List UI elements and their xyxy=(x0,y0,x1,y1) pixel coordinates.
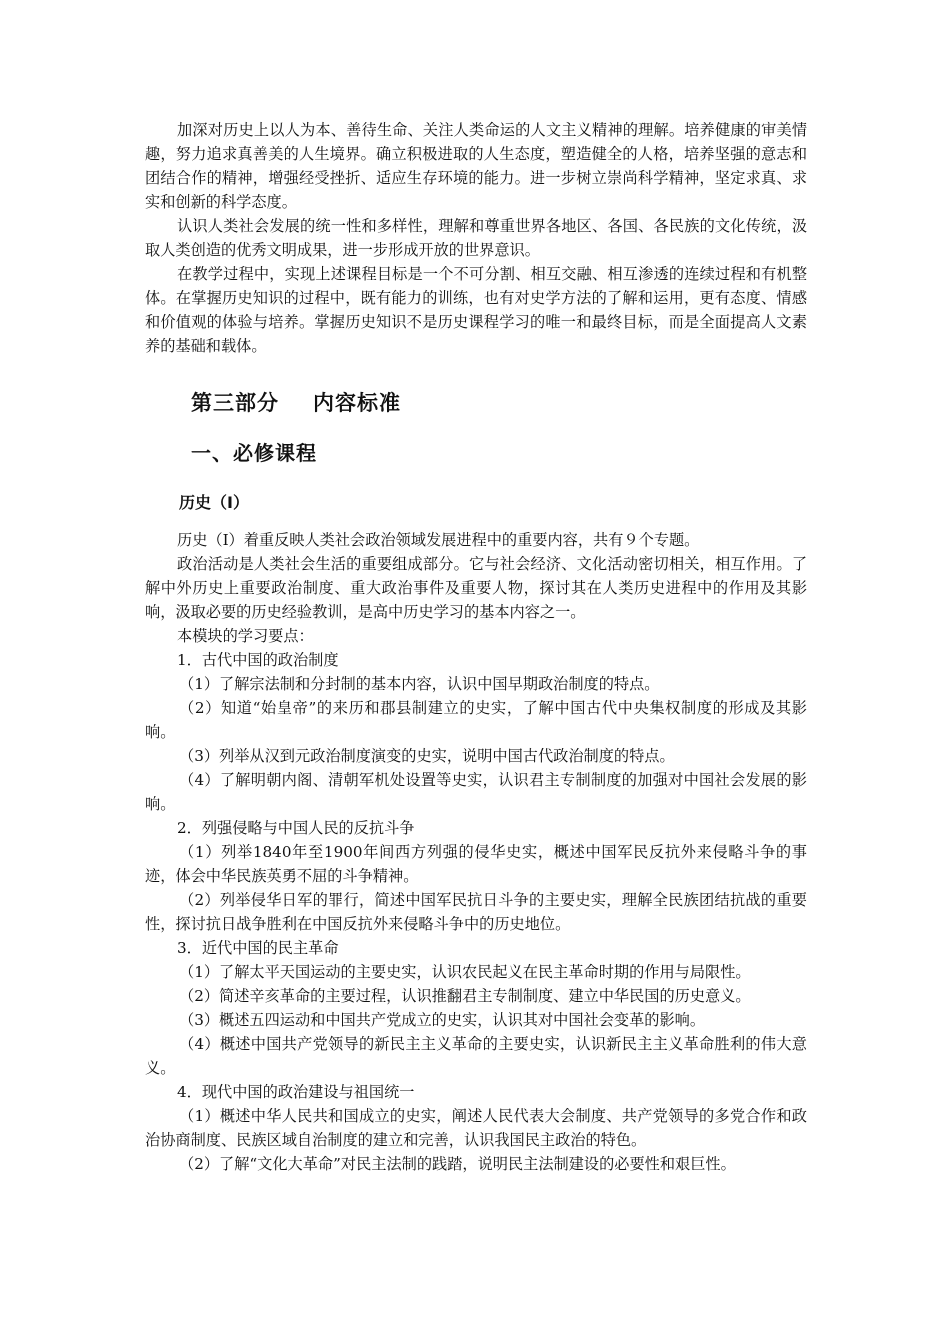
topic-title: 1．古代中国的政治制度 xyxy=(177,651,339,669)
topic-point: （1）了解太平天国运动的主要史实，认识农民起义在民主革命时期的作用与局限性。 xyxy=(179,963,751,981)
topic-title: 4．现代中国的政治建设与祖国统一 xyxy=(177,1083,415,1101)
topic-point: （4）概述中国共产党领导的新民主主义革命的主要史实，认识新民主主义革命胜利的伟大意义。 xyxy=(145,1035,807,1077)
intro-paragraph: 认识人类社会发展的统一性和多样性，理解和尊重世界各地区、各国、各民族的文化传统，汲取人类创造的优秀文明成果，进一步形成开放的世界意识。 xyxy=(145,217,807,259)
document-page xyxy=(145,118,807,1176)
topic-title: 2．列强侵略与中国人民的反抗斗争 xyxy=(177,819,415,837)
part-heading-title: 内容标准 xyxy=(313,391,401,415)
intro-paragraph: 加深对历史上以人为本、善待生命、关注人类命运的人文主义精神的理解。培养健康的审美情趣，努力追求真善美的人生境界。确立积极进取的人生态度，塑造健全的人格，培养坚强的意志和团结合作的精神，增强经受挫折、适应生存环境的能力。进一步树立崇尚科学精神，坚定求真、求实和创新的科学态度。 xyxy=(145,121,807,211)
topic-point: （1）列举1840年至1900年间西方列强的侵华史实，概述中国军民反抗外来侵略斗争的事迹，体会中华民族英勇不屈的斗争精神。 xyxy=(145,843,807,885)
module-paragraph: 政治活动是人类社会生活的重要组成部分。它与社会经济、文化活动密切相关，相互作用。了解中外历史上重要政治制度、重大政治事件及重要人物，探讨其在人类历史进程中的作用及其影响，汲取必要的历史经验教训，是高中历史学习的基本内容之一。 xyxy=(145,555,807,621)
topic-point: （4）了解明朝内阁、清朝军机处设置等史实，认识君主专制制度的加强对中国社会发展的影响。 xyxy=(145,771,807,813)
topic-point: （1）了解宗法制和分封制的基本内容，认识中国早期政治制度的特点。 xyxy=(179,675,660,693)
topic-point: （2）知道“始皇帝”的来历和郡县制建立的史实，了解中国古代中央集权制度的形成及其影响。 xyxy=(145,699,807,741)
topic-point: （2）列举侵华日军的罪行，简述中国军民抗日斗争的主要史实，理解全民族团结抗战的重要性，探讨抗日战争胜利在中国反抗外来侵略斗争中的历史地位。 xyxy=(145,891,807,933)
part-heading-number: 第三部分 xyxy=(191,391,279,415)
topic-point: （1）概述中华人民共和国成立的史实，阐述人民代表大会制度、共产党领导的多党合作和政治协商制度、民族区域自治制度的建立和完善，认识我国民主政治的特色。 xyxy=(145,1107,807,1149)
module-paragraph: 本模块的学习要点： xyxy=(177,627,314,645)
topic-point: （2）了解“文化大革命”对民主法制的践踏，说明民主法制建设的必要性和艰巨性。 xyxy=(179,1155,736,1173)
topic-title: 3．近代中国的民主革命 xyxy=(177,939,339,957)
part-heading xyxy=(191,388,807,418)
section-heading: 一、必修课程 xyxy=(191,441,317,465)
topic-point: （2）简述辛亥革命的主要过程，认识推翻君主专制制度、建立中华民国的历史意义。 xyxy=(179,987,751,1005)
topic-point: （3）概述五四运动和中国共产党成立的史实，认识其对中国社会变革的影响。 xyxy=(179,1011,706,1029)
module-paragraph: 历史（Ⅰ）着重反映人类社会政治领域发展进程中的重要内容，共有９个专题。 xyxy=(177,531,700,549)
intro-paragraph: 在教学过程中，实现上述课程目标是一个不可分割、相互交融、相互渗透的连续过程和有机整体。在掌握历史知识的过程中，既有能力的训练，也有对史学方法的了解和运用，更有态度、情感和价值观的体验与培养。掌握历史知识不是历史课程学习的唯一和最终目标，而是全面提高人文素养的基础和载体。 xyxy=(145,265,807,355)
module-heading: 历史（Ⅰ） xyxy=(179,493,249,512)
topic-point: （3）列举从汉到元政治制度演变的史实，说明中国古代政治制度的特点。 xyxy=(179,747,675,765)
